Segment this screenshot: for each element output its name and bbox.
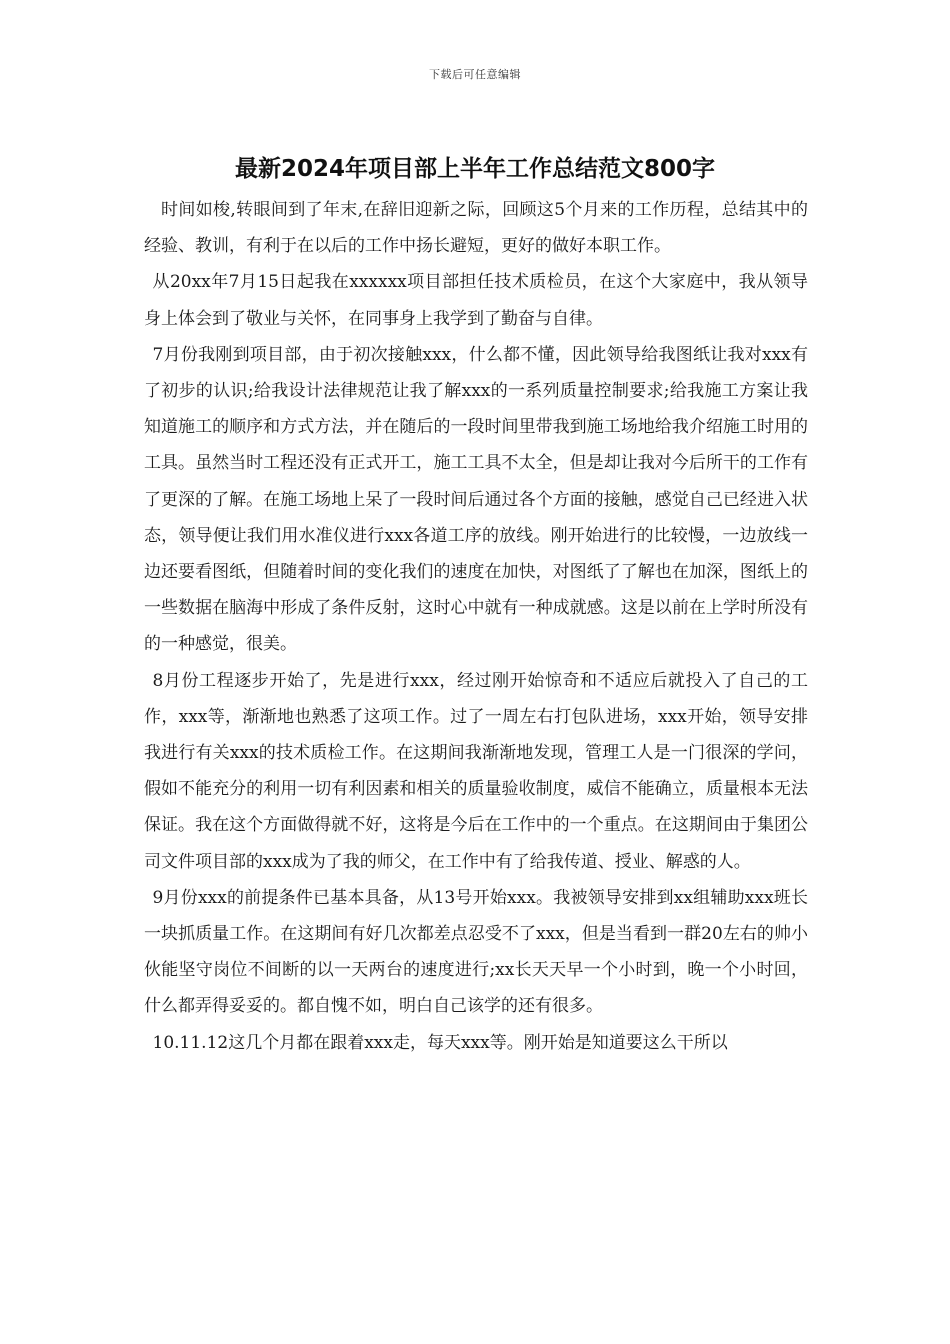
paragraph-3: 7月份我刚到项目部，由于初次接触xxx，什么都不懂，因此领导给我图纸让我对xxx有了初步的认识;给我设计法律规范让我了解xxx的一系列质量控制要求;给我施工方案让我知道施工的顺序和方式方法，并在随后的一段时间里带我到施工场地给我介绍施工时用的工具。虽然当时工程还没有正式开工，施工工具不太全，但是却让我对今后所干的工作有了更深的了解。在施工场地上呆了一段时间后通过各个方面的接触，感觉自己已经进入状态，领导便让我们用水准仪进行xxx各道工序的放线。刚开始进行的比较慢，一边放线一边还要看图纸，但随着时间的变化我们的速度在加快，对图纸了了解也在加深，图纸上的一些数据在脑海中形成了条件反射，这时心中就有一种成就感。这是以前在上学时所没有的一种感觉，很美。 [144, 344, 808, 655]
paragraph-4: 8月份工程逐步开始了，先是进行xxx，经过刚开始惊奇和不适应后就投入了自己的工作，xxx等，渐渐地也熟悉了这项工作。过了一周左右打包队进场，xxx开始，领导安排我进行有关xxx的技术质检工作。在这期间我渐渐地发现，管理工人是一门很深的学问，假如不能充分的利用一切有利因素和相关的质量验收制度，威信不能确立，质量根本无法保证。我在这个方面做得就不好，这将是今后在工作中的一个重点。在这期间由于集团公司文件项目部的xxx成为了我的师父，在工作中有了给我传道、授业、解惑的人。 [144, 670, 808, 872]
document-title: 最新2024年项目部上半年工作总结范文800字 [234, 156, 716, 182]
paragraph-6: 10.11.12这几个月都在跟着xxx走，每天xxx等。刚开始是知道要这么干所以 [152, 1032, 728, 1053]
paragraph-5: 9月份xxx的前提条件已基本具备，从13号开始xxx。我被领导安排到xx组辅助xxx班长一块抓质量工作。在这期间有好几次都差点忍受不了xxx，但是当看到一群20左右的帅小伙能坚守岗位不间断的以一天两台的速度进行;xx长天天早一个小时到，晚一个小时回，什么都弄得妥妥的。都自愧不如，明白自己该学的还有很多。 [144, 887, 808, 1017]
document-body [144, 192, 808, 1061]
paragraph-1: 时间如梭,转眼间到了年末,在辞旧迎新之际，回顾这5个月来的工作历程，总结其中的经验、教训，有利于在以后的工作中扬长避短，更好的做好本职工作。 [144, 200, 808, 257]
header-note: 下载后可任意编辑 [429, 68, 521, 81]
paragraph-2: 从20xx年7月15日起我在xxxxxx项目部担任技术质检员，在这个大家庭中，我从领导身上体会到了敬业与关怀，在同事身上我学到了勤奋与自律。 [144, 272, 808, 329]
